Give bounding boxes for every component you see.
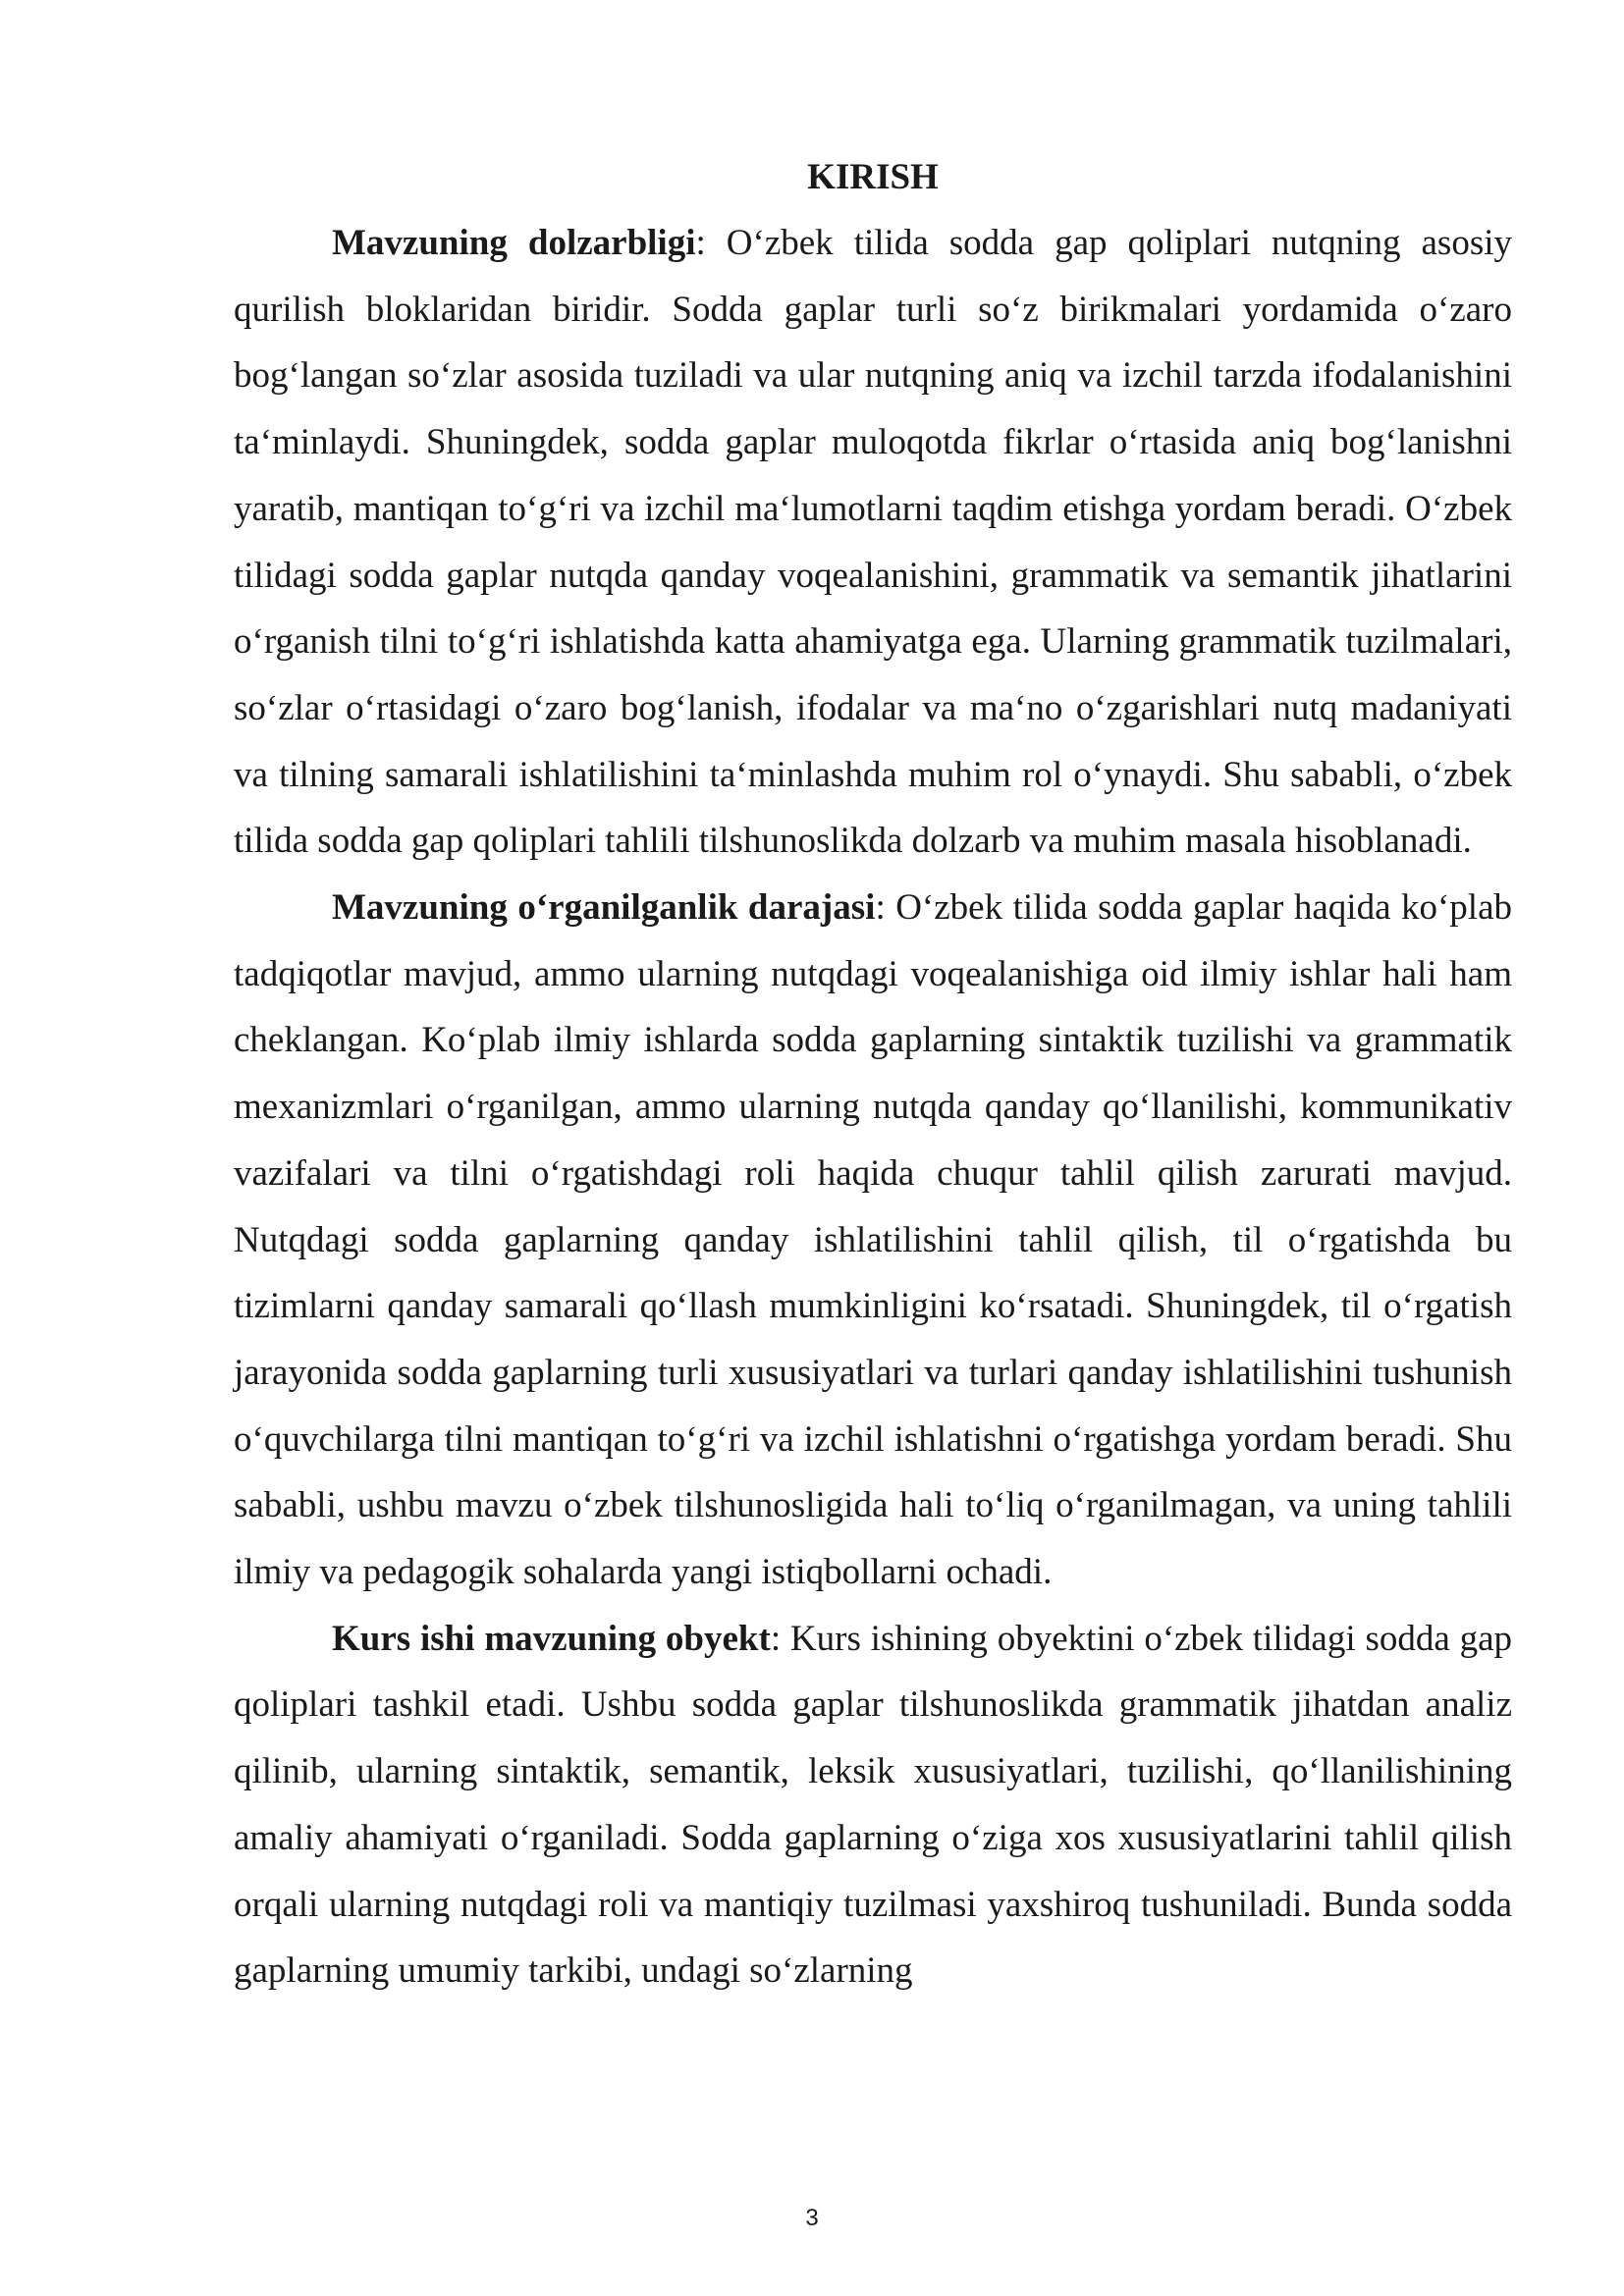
paragraph-lead: Kurs ishi mavzuning obyekt: [332, 1618, 771, 1659]
paragraph-obyekt: [234, 1606, 1512, 2004]
page-content: [234, 149, 1512, 2004]
paragraph-lead: Mavzuning dolzarbligi: [332, 223, 696, 263]
paragraph-text: : O‘zbek tilida sodda gaplar haqida ko‘plab tadqiqotlar mavjud, ammo ularning nutqdagi voqealanishiga oid ilmiy ishlar hali ham cheklangan. Ko‘plab ilmiy ishlarda sodda gaplarning sintaktik tuzilishi va grammatik mexanizmlari o‘rganilgan, ammo ularning nutqda qanday qo‘llanilishi, kommunikativ vazifalari va tilni o‘rgatishdagi roli haqida chuqur tahlil qilish zarurati mavjud. Nutqdagi sodda gaplarning qanday ishlatilishini tahlil qilish, til o‘rgatishda bu tizimlarni qanday samarali qo‘llash mumkinligini ko‘rsatadi. Shuningdek, til o‘rgatish jarayonida sodda gaplarning turli xususiyatlari va turlari qanday ishlatilishini tushunish o‘quvchilarga tilni mantiqan to‘g‘ri va izchil ishlatishni o‘rgatishga yordam beradi. Shu sababli, ushbu mavzu o‘zbek tilshunosligida hali to‘liq o‘rganilmagan, va uning tahlili ilmiy va pedagogik sohalarda yangi istiqbollarni ochadi.: [234, 887, 1513, 1593]
page-number: 3: [805, 2205, 819, 2231]
paragraph-text: : O‘zbek tilida sodda gap qoliplari nutqning asosiy qurilish bloklaridan biridir. Sodda gaplar turli so‘z birikmalari yordamida o‘zaro bog‘langan so‘zlar asosida tuziladi va ular nutqning aniq va izchil tarzda ifodalanishini ta‘minlaydi. Shuningdek, sodda gaplar muloqotda fikrlar o‘rtasida aniq bog‘lanishni yaratib, mantiqan to‘g‘ri va izchil ma‘lumotlarni taqdim etishga yordam beradi. O‘zbek tilidagi sodda gaplar nutqda qanday voqealanishini, grammatik va semantik jihatlarini o‘rganish tilni to‘g‘ri ishlatishda katta ahamiyatga ega. Ularning grammatik tuzilmalari, so‘zlar o‘rtasidagi o‘zaro bog‘lanish, ifodalar va ma‘no o‘zgarishlari nutq madaniyati va tilning samarali ishlatilishini ta‘minlashda muhim rol o‘ynaydi. Shu sababli, o‘zbek tilida sodda gap qoliplari tahlili tilshunoslikda dolzarb va muhim masala hisoblanadi.: [234, 223, 1512, 862]
paragraph-dolzarbligi: [234, 210, 1512, 875]
section-heading: KIRISH: [807, 157, 939, 197]
paragraph-text: : Kurs ishining obyektini o‘zbek tilidagi sodda gap qoliplari tashkil etadi. Ushbu sodda gaplar tilshunoslikda grammatik jihatdan analiz qilinib, ularning sintaktik, semantik, leksik xususiyatlari, tuzilishi, qo‘llanilishining amaliy ahamiyati o‘rganiladi. Sodda gaplarning o‘ziga xos xususiyatlarini tahlil qilish orqali ularning nutqdagi roli va mantiqiy tuzilmasi yaxshiroq tushuniladi. Bunda sodda gaplarning umumiy tarkibi, undagi so‘zlarning: [234, 1618, 1512, 1992]
paragraph-organilganlik: [234, 875, 1512, 1606]
paragraph-lead: Mavzuning o‘rganilganlik darajasi: [332, 887, 876, 929]
